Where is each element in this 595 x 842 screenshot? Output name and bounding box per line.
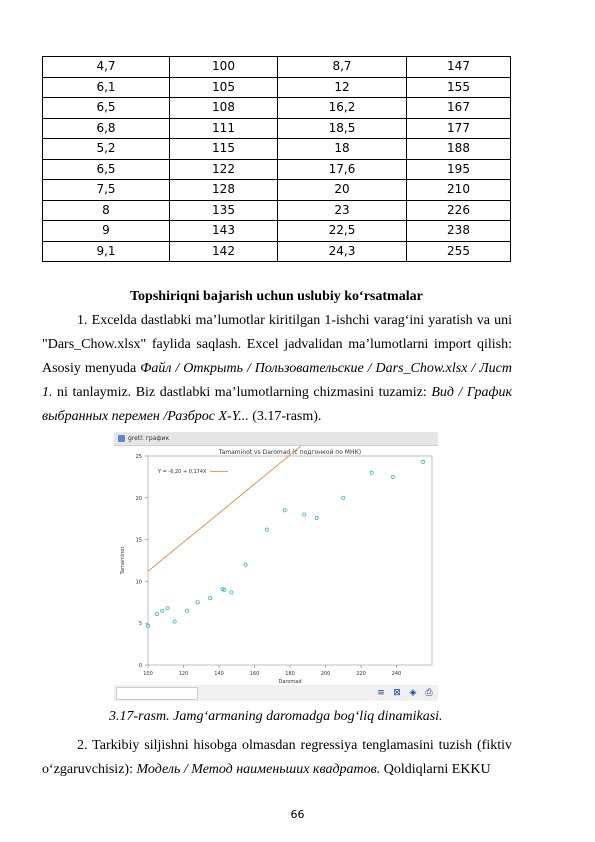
table-row bbox=[43, 180, 511, 201]
page-number: 66 bbox=[290, 808, 305, 821]
menu-icon[interactable]: ≡ bbox=[377, 688, 385, 698]
table-cell: 24,3 bbox=[278, 241, 407, 262]
table-cell: 6,1 bbox=[43, 77, 170, 98]
table-cell: 188 bbox=[407, 139, 511, 160]
app-icon bbox=[118, 435, 125, 442]
x-tick-label: 200 bbox=[320, 671, 331, 677]
table-row bbox=[43, 118, 511, 139]
table-cell: 167 bbox=[407, 98, 511, 119]
section-heading: Topshiriqni bajarish uchun uslubiy ko‘rsatmalar bbox=[130, 289, 423, 304]
paragraph-1 bbox=[42, 309, 512, 429]
y-tick-label: 5 bbox=[138, 621, 142, 628]
table-cell: 8 bbox=[43, 200, 170, 221]
table-cell: 177 bbox=[407, 118, 511, 139]
p1-menu-path-a: Файл / Открыть / Пользовательские / Dars_Chow.xlsx / Лист 1. bbox=[42, 361, 513, 400]
x-tick-label: 240 bbox=[391, 671, 402, 677]
table-cell: 142 bbox=[170, 241, 278, 262]
table-cell: 6,8 bbox=[43, 118, 170, 139]
window-titlebar bbox=[114, 432, 438, 446]
table-row bbox=[43, 98, 511, 119]
table-cell: 128 bbox=[170, 180, 278, 201]
table-cell: 18,5 bbox=[278, 118, 407, 139]
x-tick-label: 160 bbox=[249, 671, 260, 677]
table-cell: 18 bbox=[278, 139, 407, 160]
p1-menu-path-b: Вид / График выбранных перемен /Разброс X-Y... bbox=[42, 385, 512, 424]
window-title: gretl: график bbox=[128, 435, 170, 442]
table-cell: 4,7 bbox=[43, 57, 170, 78]
settings-icon[interactable]: ◈ bbox=[409, 688, 417, 698]
table-cell: 12 bbox=[278, 77, 407, 98]
table-cell: 108 bbox=[170, 98, 278, 119]
table-cell: 226 bbox=[407, 200, 511, 221]
table-cell: 105 bbox=[170, 77, 278, 98]
table-row bbox=[43, 57, 511, 78]
table-cell: 135 bbox=[170, 200, 278, 221]
x-tick-label: 180 bbox=[285, 671, 295, 677]
table-row bbox=[43, 159, 511, 180]
p1-text-b: ni tanlaymiz. Biz dastlabki ma’lumotlarning chizmasini tuzamiz: bbox=[52, 385, 432, 400]
plot-background bbox=[114, 446, 438, 686]
status-field bbox=[116, 687, 198, 700]
table-cell: 8,7 bbox=[278, 57, 407, 78]
x-tick-label: 220 bbox=[356, 671, 366, 677]
table-cell: 6,5 bbox=[43, 159, 170, 180]
table-cell: 143 bbox=[170, 221, 278, 242]
table-cell: 22,5 bbox=[278, 221, 407, 242]
table-cell: 9 bbox=[43, 221, 170, 242]
table-cell: 115 bbox=[170, 139, 278, 160]
x-tick-label: 140 bbox=[214, 671, 224, 677]
table-cell: 100 bbox=[170, 57, 278, 78]
window-toolbar bbox=[114, 685, 438, 701]
table-cell: 6,5 bbox=[43, 98, 170, 119]
chart-window bbox=[114, 432, 438, 701]
table-cell: 147 bbox=[407, 57, 511, 78]
figure-caption: 3.17-rasm. Jamg‘armaning daromadga bog‘liq dinamikasi. bbox=[109, 709, 443, 724]
table-row bbox=[43, 241, 511, 262]
table-row bbox=[43, 221, 511, 242]
zoom-icon[interactable]: ⊠ bbox=[393, 688, 401, 698]
table-cell: 9,1 bbox=[43, 241, 170, 262]
table-cell: 122 bbox=[170, 159, 278, 180]
p2-text-b: Qoldiqlarni EKKU bbox=[380, 762, 491, 777]
table-cell: 255 bbox=[407, 241, 511, 262]
table-row bbox=[43, 77, 511, 98]
x-tick-label: 100 bbox=[143, 671, 153, 677]
y-axis-label: Tamaminot bbox=[120, 546, 126, 575]
data-table bbox=[42, 56, 511, 262]
x-tick-label: 120 bbox=[178, 671, 189, 677]
y-tick-label: 0 bbox=[138, 663, 142, 669]
print-icon[interactable]: ⎙ bbox=[425, 688, 433, 698]
y-tick-label: 20 bbox=[135, 495, 142, 502]
table-row bbox=[43, 139, 511, 160]
table-row bbox=[43, 200, 511, 221]
p2-menu-path: Модель / Метод наименьших квадратов. bbox=[136, 762, 381, 777]
p1-text-a: 1. Excelda dastlabki ma’lumotlar kiritilgan 1-ishchi varag‘ini yaratish va uni "Dars_Chow.xlsx" faylida saqlash. Excel jadvalidan ma’lumotlarni import qilish: Asosiy menyuda bbox=[42, 313, 512, 376]
legend-label: Y = -6,20 + 0,174X bbox=[158, 469, 207, 475]
table-cell: 210 bbox=[407, 180, 511, 201]
table-cell: 20 bbox=[278, 180, 407, 201]
table-cell: 23 bbox=[278, 200, 407, 221]
y-tick-label: 25 bbox=[135, 454, 142, 460]
paragraph-2 bbox=[42, 734, 512, 782]
table-cell: 238 bbox=[407, 221, 511, 242]
table-cell: 7,5 bbox=[43, 180, 170, 201]
y-tick-label: 15 bbox=[135, 537, 142, 544]
x-axis-label: Daromad bbox=[278, 679, 302, 685]
table-cell: 111 bbox=[170, 118, 278, 139]
table-cell: 17,6 bbox=[278, 159, 407, 180]
table-cell: 195 bbox=[407, 159, 511, 180]
table-cell: 155 bbox=[407, 77, 511, 98]
p1-text-c: (3.17-rasm). bbox=[248, 409, 322, 424]
table-cell: 16,2 bbox=[278, 98, 407, 119]
p2-text-a: 2. Tarkibiy siljishni hisobga olmasdan regressiya tenglamasini tuzish (fiktiv o‘zgaruvchisiz): bbox=[42, 738, 512, 777]
scatter-chart bbox=[114, 446, 438, 686]
chart-title: Tamaminot vs Daromad (с подгонкой по МНК) bbox=[218, 449, 362, 456]
y-tick-label: 10 bbox=[135, 579, 142, 586]
table-cell: 5,2 bbox=[43, 139, 170, 160]
